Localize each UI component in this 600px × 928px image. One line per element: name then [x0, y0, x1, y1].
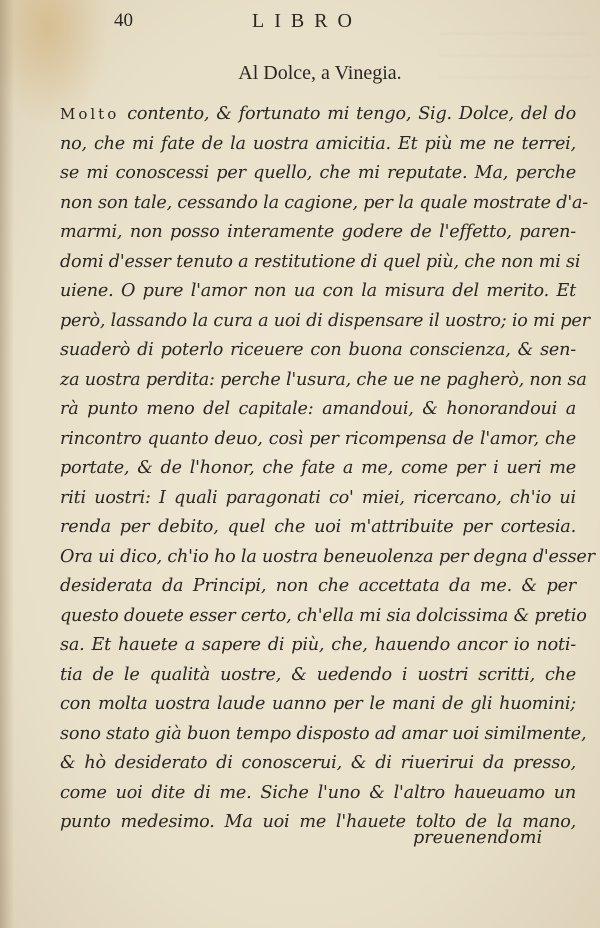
text-line: però, lassando la cura a uoi di dispensare il uostro; io mi per: [60, 310, 590, 331]
text-line: questo douete esser certo, ch'ella mi sia dolcissima & pretio: [60, 605, 587, 626]
text-line: non son tale, cessando la cagione, per la quale mostrate d'a-: [60, 192, 589, 213]
running-head: LIBRO: [252, 10, 362, 32]
text-line: rà punto meno del capitale: amandoui, & honorandoui a: [60, 399, 576, 419]
text-line: tia de le qualità uostre, & uedendo i uostri scritti, che: [60, 664, 576, 685]
text-line: sa. Et hauete a sapere di più, che, hauendo ancor io noti-: [60, 635, 576, 655]
text-line: renda per debito, quel che uoi m'attribuite per cortesia.: [60, 517, 576, 537]
page-header: [114, 10, 570, 36]
text-line: come uoi dite di me. Siche l'uno & l'altro haueuamo un: [60, 782, 576, 803]
letter-body: [60, 100, 595, 838]
opening-word: Molto: [60, 105, 120, 123]
page-number: 40: [114, 10, 133, 31]
text-line: portate, & de l'honor, che fate a me, come per i ueri me: [60, 458, 576, 478]
text-line: suaderò di poterlo riceuere con buona conscienza, & sen-: [60, 340, 576, 360]
text-line: sono stato già buon tempo disposto ad amar uoi similmente,: [60, 723, 587, 744]
text-line: punto medesimo. Ma uoi me l'hauete tolto de la mano,: [60, 812, 576, 832]
text-line: se mi conoscessi per quello, che mi reputate. Ma, perche: [60, 163, 576, 183]
text-line: no, che mi fate de la uostra amicitia. Et più me ne terrei,: [60, 133, 576, 154]
text-line: & hò desiderato di conoscerui, & di riuerirui da presso,: [60, 753, 576, 773]
text-line: [60, 100, 576, 130]
text-line: Ora ui dico, ch'io ho la uostra beneuolenza per degna d'esser: [60, 546, 595, 567]
text-line: con molta uostra laude uanno per le mani de gli huomini;: [60, 694, 576, 714]
letter-title: Al Dolce, a Vinegia.: [238, 62, 402, 84]
text-line: za uostra perdita: perche l'usura, che ue ne pagherò, non sa: [60, 369, 587, 390]
text-line: uiene. O pure l'amor non ua con la misura del merito. Et: [60, 281, 576, 301]
text-line: rincontro quanto deuo, così per ricompensa de l'amor, che: [60, 428, 576, 449]
catchword: preuenendomi: [413, 828, 543, 848]
text-line: marmi, non posso interamente godere de l'effetto, paren-: [60, 222, 576, 242]
text-line: riti uostri: I quali paragonati co' miei, ricercano, ch'io ui: [60, 487, 576, 508]
text-line-content: contento, & fortunato mi tengo, Sig. Dolce, del do: [127, 104, 576, 124]
text-line: desiderata da Principi, non che accettata da me. & per: [60, 576, 576, 596]
text-line: domi d'esser tenuto a restitutione di quel più, che non mi si: [60, 251, 581, 272]
page-spine-shadow: [0, 0, 14, 928]
